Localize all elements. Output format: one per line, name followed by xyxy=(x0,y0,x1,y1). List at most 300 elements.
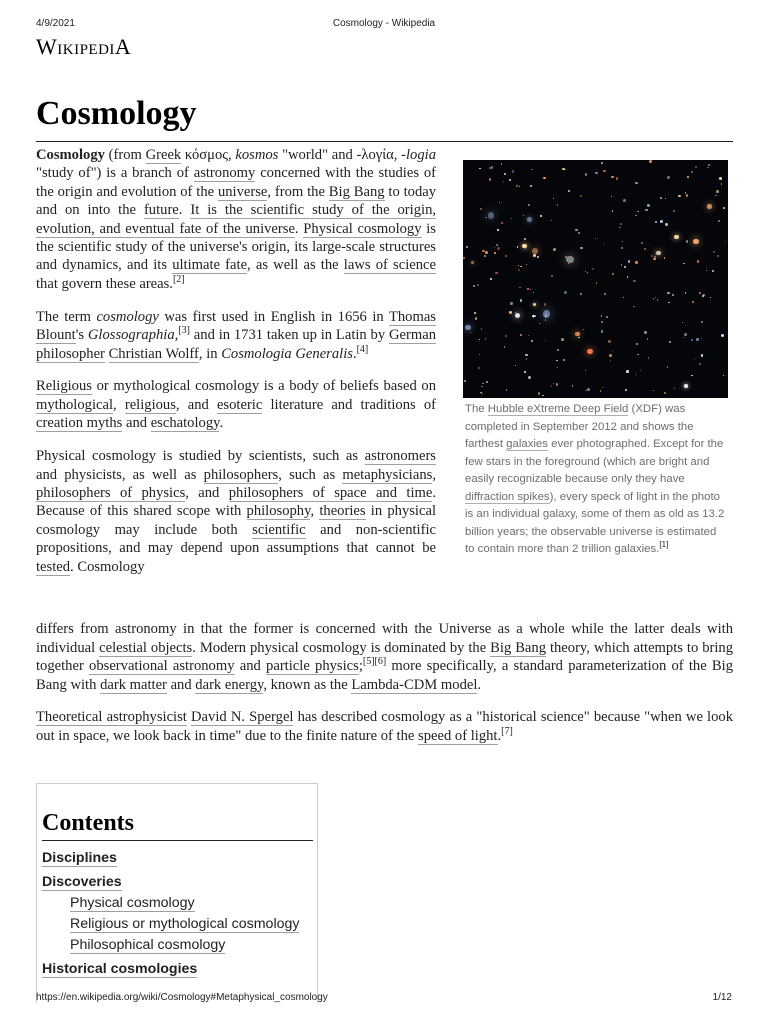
inline-link[interactable]: celestial objects xyxy=(99,639,193,656)
galaxy-speck xyxy=(725,241,726,242)
galaxy-speck xyxy=(604,293,606,295)
galaxy-speck xyxy=(637,354,639,356)
galaxy-speck xyxy=(701,354,704,357)
galaxy-speck xyxy=(528,204,530,206)
galaxy-speck xyxy=(494,247,495,248)
galaxy-speck xyxy=(612,351,613,352)
galaxy-speck xyxy=(640,370,642,372)
inline-link[interactable]: Big Bang xyxy=(490,639,546,656)
galaxy-speck xyxy=(612,210,614,212)
inline-link[interactable]: philosopher xyxy=(36,345,105,362)
inline-link[interactable]: particle physics xyxy=(266,658,359,675)
galaxy-speck xyxy=(701,338,702,339)
galaxy-speck xyxy=(635,215,636,216)
galaxy-speck xyxy=(505,255,507,257)
galaxy-speck xyxy=(625,389,627,391)
galaxy-speck xyxy=(533,254,536,257)
galaxy-speck xyxy=(647,338,648,339)
galaxy-speck xyxy=(471,261,475,265)
inline-link[interactable]: laws of science xyxy=(343,257,436,274)
galaxy-speck xyxy=(719,177,722,180)
galaxy-speck xyxy=(696,338,699,341)
galaxy-speck xyxy=(664,392,666,394)
galaxy-speck xyxy=(699,363,701,365)
inline-link[interactable]: It is the scientific study of the origin, evolution, and eventual fate of the universe xyxy=(36,202,437,237)
galaxy-speck xyxy=(707,204,712,209)
galaxy-speck xyxy=(712,270,714,272)
galaxy-speck xyxy=(470,332,471,333)
inline-link[interactable]: German xyxy=(388,327,436,344)
galaxy-speck xyxy=(564,169,565,170)
paragraph-intro: Cosmology (from Greek κόσμος, kosmos "world" and -λογία, -logia "study of") is a branch of astronomy concerned with the studies of the origin and evolution of the universe, from the Big Bang to today and on into the future. It is the scientific study of the origin, evolution, and eventual fate of the universe. Physical cosmology is the scientific study of the universe's origin, its large-scale structures and dynamics, and its ultimate fate, as well as the laws of science that govern these areas.[2] xyxy=(36,147,437,292)
galaxy-speck xyxy=(532,248,538,254)
toc-item-label: Philosophical cosmology xyxy=(70,937,226,953)
inline-link[interactable]: Christian Wolff xyxy=(108,345,199,362)
galaxy-speck xyxy=(701,321,703,323)
galaxy-speck xyxy=(585,370,586,371)
galaxy-speck xyxy=(621,247,623,249)
galaxy-speck xyxy=(703,294,704,295)
galaxy-speck xyxy=(653,258,656,261)
galaxy-speck xyxy=(537,256,539,258)
galaxy-speck xyxy=(686,240,688,242)
galaxy-speck xyxy=(518,265,519,266)
paragraph-religious-cosmology: Religious or mythological cosmology is a body of beliefs based on mythological, religious, and esoteric literature and traditions of creation myths and eschatology. xyxy=(36,378,436,432)
galaxy-speck xyxy=(556,360,557,361)
galaxy-speck xyxy=(684,333,686,335)
galaxy-speck xyxy=(497,247,500,250)
galaxy-speck xyxy=(716,190,719,193)
galaxy-speck xyxy=(504,346,505,347)
inline-link[interactable]: philosophers of space and time xyxy=(228,485,433,501)
galaxy-speck xyxy=(542,395,544,397)
galaxy-speck xyxy=(463,257,465,259)
galaxy-speck xyxy=(592,268,594,270)
galaxy-speck xyxy=(575,332,579,336)
inline-link[interactable]: metaphysicians xyxy=(342,466,433,483)
inline-link[interactable]: Religious xyxy=(36,378,92,395)
galaxy-speck xyxy=(527,288,529,290)
galaxy-speck xyxy=(694,358,695,359)
inline-link[interactable]: dark energy xyxy=(195,676,264,693)
toc-item[interactable] xyxy=(42,959,313,980)
toc-item[interactable] xyxy=(42,914,313,935)
galaxy-speck xyxy=(664,257,665,258)
galaxy-speck xyxy=(527,217,532,222)
page-title: Cosmology xyxy=(36,93,733,142)
galaxy-speck xyxy=(660,197,662,199)
galaxy-speck xyxy=(524,371,526,373)
galaxy-speck xyxy=(572,385,574,387)
galaxy-speck xyxy=(628,260,631,263)
galaxy-speck xyxy=(504,173,505,174)
galaxy-speck xyxy=(583,329,584,330)
galaxy-speck xyxy=(512,170,515,173)
galaxy-speck xyxy=(486,381,488,383)
galaxy-speck xyxy=(723,207,725,209)
galaxy-speck xyxy=(657,299,659,301)
galaxy-speck xyxy=(603,243,604,244)
galaxy-speck xyxy=(667,176,670,179)
galaxy-speck xyxy=(497,229,499,231)
galaxy-speck xyxy=(564,291,567,294)
galaxy-speck xyxy=(721,183,722,184)
inline-link[interactable]: diffraction spikes xyxy=(465,490,550,503)
galaxy-speck xyxy=(509,179,511,181)
print-page-title: Cosmology - Wikipedia xyxy=(332,18,436,29)
galaxy-speck xyxy=(578,232,580,234)
galaxy-speck xyxy=(481,328,483,330)
galaxy-speck xyxy=(610,360,611,361)
galaxy-speck xyxy=(543,310,551,318)
paragraph-physical-cosmology: Physical cosmology is studied by scientists, such as astronomers and physicists, as well as philosophers, such as metaphysicians, philosophers of physics, and philosophers of space and time. Because of this shared scope with philosophy, theories in physical cosmology may include both scientific and non-scientific propositions, and may depend upon assumptions that cannot be tested. Cosmology xyxy=(36,448,437,575)
inline-link[interactable]: philosophers of physics xyxy=(36,485,186,501)
galaxy-speck xyxy=(715,195,717,197)
galaxy-speck xyxy=(665,198,666,199)
inline-link[interactable]: theories xyxy=(319,503,366,520)
hubble-deep-field-image[interactable] xyxy=(463,160,728,398)
body-wide-section xyxy=(36,620,733,760)
galaxy-speck xyxy=(528,335,529,336)
paragraph-term-history: The term cosmology was first used in English in 1656 in Thomas Blount's Glossographia,[3] and in 1731 taken up in Latin by German philosopher Christian Wolff, in Cosmologia Generalis.[4] xyxy=(36,308,436,362)
galaxy-speck xyxy=(621,264,623,266)
inline-link[interactable]: ultimate fate xyxy=(172,257,248,274)
galaxy-speck xyxy=(561,338,564,341)
galaxy-speck xyxy=(485,217,486,218)
galaxy-speck xyxy=(518,269,520,271)
inline-link[interactable]: mythological xyxy=(36,396,114,413)
galaxy-speck xyxy=(601,162,603,164)
galaxy-speck xyxy=(479,168,481,170)
inline-link[interactable]: astronomy xyxy=(193,165,256,182)
toc-item[interactable] xyxy=(42,893,313,914)
paragraph-physical-cosmology-continued: differs from astronomy in that the former is concerned with the Universe as a whole while the latter deals with individual celestial objects. Modern physical cosmology is dominated by the Big Bang theory, which attempts to bring together observational astronomy and particle physics;[5][6] more specifically, a standard parameterization of the Big Bang with dark matter and dark energy, known as the Lambda-CDM model. xyxy=(36,621,734,693)
toc-item-label: Religious or mythological cosmology xyxy=(70,916,300,932)
galaxy-speck xyxy=(645,209,648,212)
inline-link[interactable]: philosophy xyxy=(246,503,311,520)
galaxy-speck xyxy=(721,334,724,337)
galaxy-speck xyxy=(596,282,598,284)
galaxy-speck xyxy=(545,340,546,341)
galaxy-speck xyxy=(635,374,636,375)
galaxy-speck xyxy=(587,388,590,391)
galaxy-speck xyxy=(533,292,535,294)
galaxy-speck xyxy=(637,211,639,213)
galaxy-speck xyxy=(708,164,710,166)
galaxy-speck xyxy=(519,287,520,288)
galaxy-speck xyxy=(556,383,558,385)
galaxy-speck xyxy=(575,229,578,232)
galaxy-speck xyxy=(686,194,689,197)
inline-link[interactable]: creation myths xyxy=(36,415,123,432)
inline-link[interactable]: eschatology xyxy=(150,415,220,432)
inline-link[interactable]: universe xyxy=(217,183,268,200)
inline-link[interactable]: observational astronomy xyxy=(89,658,235,675)
galaxy-speck xyxy=(494,252,496,254)
galaxy-speck xyxy=(539,323,540,324)
galaxy-speck xyxy=(723,375,724,376)
galaxy-speck xyxy=(603,170,605,172)
galaxy-speck xyxy=(526,358,528,360)
galaxy-speck xyxy=(524,238,525,239)
galaxy-speck xyxy=(481,386,483,388)
galaxy-speck xyxy=(602,387,604,389)
galaxy-speck xyxy=(475,313,476,314)
galaxy-speck xyxy=(706,270,708,272)
galaxy-speck xyxy=(713,251,715,253)
galaxy-speck xyxy=(667,292,669,294)
galaxy-speck xyxy=(464,380,466,382)
galaxy-speck xyxy=(619,227,621,229)
galaxy-speck xyxy=(674,388,675,389)
inline-link[interactable]: tested xyxy=(36,558,71,575)
inline-link[interactable]: dark matter xyxy=(100,676,167,693)
galaxy-speck xyxy=(506,389,508,391)
galaxy-speck xyxy=(669,341,671,343)
galaxy-speck xyxy=(532,315,534,317)
galaxy-speck xyxy=(587,349,593,355)
galaxy-speck xyxy=(616,177,619,180)
galaxy-speck xyxy=(557,367,558,368)
galaxy-speck xyxy=(482,383,483,384)
italic-term: cosmology xyxy=(96,308,159,325)
toc-list xyxy=(42,848,313,980)
galaxy-speck xyxy=(490,278,492,280)
galaxy-speck xyxy=(585,271,586,272)
galaxy-speck xyxy=(633,306,634,307)
galaxy-speck xyxy=(635,182,637,184)
galaxy-speck xyxy=(633,280,635,282)
toc-item[interactable] xyxy=(42,872,313,893)
galaxy-speck xyxy=(520,266,521,267)
galaxy-speck xyxy=(484,255,487,258)
table-of-contents xyxy=(36,783,318,1003)
galaxy-speck xyxy=(531,340,533,342)
galaxy-speck xyxy=(473,285,475,287)
galaxy-speck xyxy=(557,204,558,205)
galaxy-speck xyxy=(519,186,520,187)
galaxy-speck xyxy=(653,298,654,299)
galaxy-speck xyxy=(673,210,675,212)
toc-item[interactable] xyxy=(42,935,313,956)
galaxy-speck xyxy=(525,247,526,248)
galaxy-speck xyxy=(622,241,623,242)
bold-term: Cosmology xyxy=(36,147,105,163)
italic-term: kosmos xyxy=(235,147,279,163)
galaxy-speck xyxy=(489,178,491,180)
inline-link[interactable]: Greek xyxy=(145,147,182,163)
galaxy-speck xyxy=(516,185,518,187)
galaxy-speck xyxy=(665,223,667,225)
galaxy-speck xyxy=(485,338,487,340)
galaxy-speck xyxy=(585,173,587,175)
galaxy-speck xyxy=(553,383,554,384)
galaxy-speck xyxy=(491,166,493,168)
toc-item-label: Historical cosmologies xyxy=(42,961,198,977)
galaxy-speck xyxy=(523,215,524,216)
galaxy-speck xyxy=(566,256,573,263)
galaxy-speck xyxy=(475,317,477,319)
wordmark-first-letter: W xyxy=(36,34,58,59)
galaxy-speck xyxy=(528,376,531,379)
print-date: 4/9/2021 xyxy=(36,18,75,29)
inline-link[interactable]: astronomers xyxy=(364,448,436,465)
galaxy-speck xyxy=(595,238,596,239)
inline-link[interactable]: galaxies xyxy=(506,438,548,450)
inline-link[interactable]: Physical cosmology xyxy=(303,220,422,237)
galaxy-speck xyxy=(668,302,669,303)
inline-link[interactable]: philosophers xyxy=(203,466,279,483)
galaxy-speck xyxy=(697,260,700,263)
galaxy-speck xyxy=(587,272,588,273)
inline-link[interactable]: future xyxy=(143,202,179,219)
toc-item[interactable] xyxy=(42,848,313,869)
citation-link[interactable]: [5][6] xyxy=(362,656,387,668)
galaxy-speck xyxy=(608,340,611,343)
galaxy-speck xyxy=(644,331,647,334)
galaxy-speck xyxy=(687,176,689,178)
citation-link[interactable]: [4] xyxy=(356,343,369,355)
galaxy-speck xyxy=(718,220,720,222)
galaxy-speck xyxy=(501,163,503,165)
galaxy-speck xyxy=(544,303,546,305)
galaxy-speck xyxy=(691,171,692,172)
galaxy-speck xyxy=(511,218,512,219)
inline-link[interactable]: Hubble eXtreme Deep Field xyxy=(487,403,629,415)
inline-link[interactable]: Thomas Blount xyxy=(36,308,436,344)
galaxy-speck xyxy=(682,322,683,323)
galaxy-speck xyxy=(595,172,597,174)
galaxy-speck xyxy=(538,392,540,394)
galaxy-speck xyxy=(623,297,624,298)
galaxy-speck xyxy=(612,273,614,275)
galaxy-speck xyxy=(660,220,662,222)
galaxy-speck xyxy=(540,215,541,216)
galaxy-speck xyxy=(699,292,701,294)
toc-title: Contents xyxy=(42,808,313,841)
citation-link[interactable]: [3] xyxy=(178,325,190,337)
galaxy-speck xyxy=(557,349,559,351)
galaxy-speck xyxy=(678,195,681,198)
inline-link[interactable]: Theoretical astrophysicist xyxy=(36,709,187,726)
galaxy-speck xyxy=(648,357,649,358)
galaxy-speck xyxy=(568,190,570,192)
galaxy-speck xyxy=(562,168,564,170)
galaxy-speck xyxy=(543,177,545,179)
galaxy-speck xyxy=(503,181,504,182)
galaxy-speck xyxy=(623,199,626,202)
galaxy-speck xyxy=(510,302,513,305)
figure-caption: The Hubble eXtreme Deep Field (XDF) was completed in September 2012 and shows the farthest galaxies ever photographed. Except for the few stars in the foreground (which are bright and easily recognizable because only they have diffraction spikes), every speck of light in the photo is an individual galaxy, some of them as old as 13.2 billion years; the observable universe is estimated to contain more than 2 trillion galaxies.[1] xyxy=(465,403,725,555)
galaxy-speck xyxy=(655,221,657,223)
wordmark-middle: ikipedi xyxy=(57,34,115,59)
galaxy-speck xyxy=(691,375,693,377)
citation-link[interactable]: [2] xyxy=(172,273,185,285)
galaxy-speck xyxy=(651,255,653,257)
galaxy-speck xyxy=(481,393,483,395)
galaxy-speck xyxy=(545,319,546,320)
inline-link[interactable]: religious xyxy=(124,396,176,413)
galaxy-speck xyxy=(600,390,602,392)
italic-term: Glossographia xyxy=(87,327,175,344)
galaxy-speck xyxy=(683,337,684,338)
wikipedia-wordmark[interactable] xyxy=(36,34,131,60)
galaxy-speck xyxy=(627,276,629,278)
galaxy-speck xyxy=(479,339,480,340)
galaxy-speck xyxy=(531,169,533,171)
galaxy-speck xyxy=(530,185,532,187)
inline-link[interactable]: esoteric xyxy=(216,396,263,413)
galaxy-speck xyxy=(641,242,643,244)
galaxy-speck xyxy=(563,359,565,361)
galaxy-speck xyxy=(674,235,678,239)
galaxy-speck xyxy=(515,365,516,366)
galaxy-speck xyxy=(685,192,686,193)
galaxy-speck xyxy=(509,311,511,313)
galaxy-speck xyxy=(656,251,660,255)
galaxy-speck xyxy=(551,275,553,277)
toc-item-label: Disciplines xyxy=(42,850,117,866)
galaxy-speck xyxy=(496,244,498,246)
lead-section xyxy=(36,146,436,576)
paragraph-spergel-quote: Theoretical astrophysicist David N. Spergel has described cosmology as a "historical science" because "when we look out in space, we look back in time" due to the finite nature of the speed of light.[7] xyxy=(36,709,734,744)
galaxy-speck xyxy=(683,263,685,265)
galaxy-speck xyxy=(692,301,694,303)
galaxy-speck xyxy=(606,316,608,318)
galaxy-speck xyxy=(672,294,674,296)
galaxy-speck xyxy=(479,354,480,355)
toc-item-label: Physical cosmology xyxy=(70,895,195,911)
galaxy-speck xyxy=(480,208,483,211)
galaxy-speck xyxy=(601,315,603,317)
inline-link[interactable]: scientific xyxy=(252,521,306,538)
galaxy-speck xyxy=(695,166,697,168)
galaxy-speck xyxy=(478,367,480,369)
galaxy-speck xyxy=(653,390,654,391)
galaxy-speck xyxy=(667,366,669,368)
inline-link[interactable]: David N. Spergel xyxy=(191,709,294,726)
galaxy-speck xyxy=(624,266,626,268)
citation-link[interactable]: [1] xyxy=(659,540,669,550)
galaxy-speck xyxy=(526,264,527,265)
galaxy-speck xyxy=(485,251,488,254)
citation-link[interactable]: [7] xyxy=(501,726,513,738)
galaxy-speck xyxy=(568,263,569,264)
inline-link[interactable]: speed of light xyxy=(418,727,498,744)
wordmark-last-letter: A xyxy=(114,34,132,59)
inline-link[interactable]: Big Bang xyxy=(328,183,385,200)
galaxy-speck xyxy=(649,160,652,163)
galaxy-speck xyxy=(501,222,504,225)
inline-link[interactable]: Lambda-CDM model xyxy=(351,676,478,693)
galaxy-speck xyxy=(580,293,582,295)
galaxy-speck xyxy=(626,370,629,373)
print-footer xyxy=(36,992,732,1006)
galaxy-speck xyxy=(655,297,656,298)
galaxy-speck xyxy=(693,239,698,244)
galaxy-speck xyxy=(517,246,519,248)
galaxy-speck xyxy=(495,272,497,274)
galaxy-speck xyxy=(466,246,468,248)
galaxy-speck xyxy=(465,325,470,330)
galaxy-speck xyxy=(533,303,536,306)
galaxy-speck xyxy=(611,176,613,178)
galaxy-speck xyxy=(636,343,638,345)
galaxy-speck xyxy=(551,220,552,221)
toc-item-label: Discoveries xyxy=(42,874,122,890)
print-page-number: 1/12 xyxy=(712,992,732,1003)
galaxy-speck xyxy=(620,223,622,225)
